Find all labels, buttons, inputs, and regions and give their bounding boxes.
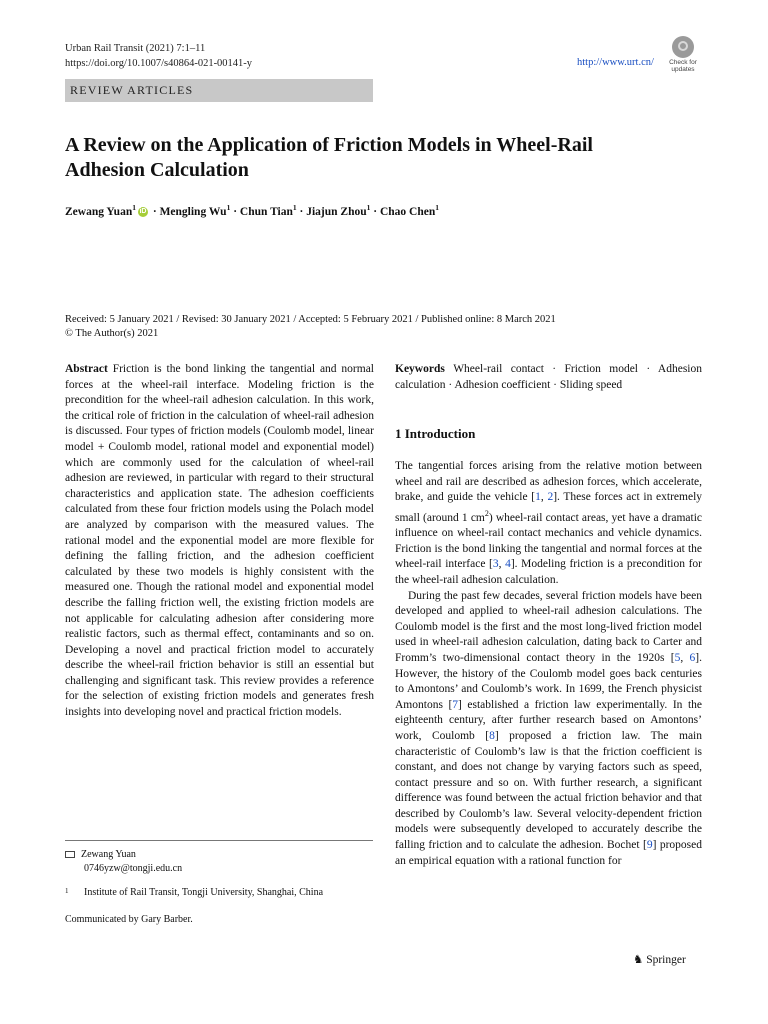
title-line-2: Adhesion Calculation	[65, 159, 249, 181]
author-separator: ·	[296, 205, 307, 218]
author-separator: ·	[230, 205, 240, 218]
journal-citation: Urban Rail Transit (2021) 7:1–11	[65, 43, 206, 54]
communicated-by: Communicated by Gary Barber.	[65, 914, 193, 925]
abstract-label: Abstract	[65, 363, 108, 375]
author-affiliation: 1	[132, 203, 136, 212]
affiliation-text: Institute of Rail Transit, Tongji University, Shanghai, China	[84, 887, 324, 898]
publication-dates	[65, 313, 705, 341]
affiliation-number: 1	[65, 887, 69, 895]
citation-link[interactable]: 3	[492, 558, 499, 571]
keywords-text: Wheel-rail contact · Friction model · Adhesion calculation · Adhesion coefficient · Sliding speed	[395, 363, 702, 391]
envelope-icon	[65, 851, 75, 858]
author-affiliation: 1	[435, 203, 439, 212]
badge-line1: Check for	[669, 59, 697, 66]
citation-link[interactable]: 4	[505, 558, 511, 571]
section-heading-introduction: 1 Introduction	[395, 426, 476, 441]
badge-line2: updates	[671, 66, 695, 73]
citation-link[interactable]: 8	[489, 729, 495, 742]
springer-horse-icon: ♞	[633, 954, 644, 966]
citation-link[interactable]: 5	[674, 651, 681, 664]
publisher-logo	[633, 952, 686, 966]
intro-paragraph-2: During the past few decades, several friction models have been developed and applied to wheel-rail adhesion calculations. The Coulomb model is the first and the most long-lived friction model used in wheel-rail adhesion calculation, dating back to Carter and Fromm’s two-dimensional contact theory in the 1920s [5, 6]. However, the history of the Coulomb model goes back centuries to Amontons’ and Coulomb’s work. In 1699, the French physicist Amontons [7] established a friction law experimentally. In the eighteenth century, after further research based on Amontons’ work, Coulomb [8] proposed a friction law. The main characteristic of Coulomb’s law is that the friction coefficient is constant, and does not change by varying factors such as speed, contact pressure and so on. With further research, a significant difference was found between the actual friction behavior and that described by Coulomb’s law. Several velocity-dependent friction models were subsequently developed to accurately describe the falling friction and to calculate the adhesion. Bochet [9] proposed an empirical equation with a rational function for	[395, 589, 703, 867]
affiliation-note	[65, 884, 375, 902]
author-list	[65, 203, 705, 218]
doi-link[interactable]: https://doi.org/10.1007/s40864-021-00141-y	[65, 58, 253, 69]
corresponding-author	[65, 848, 136, 862]
keywords-label: Keywords	[395, 363, 445, 375]
introduction-body	[395, 459, 702, 869]
corresponding-email[interactable]: 0746yzw@tongji.edu.cn	[84, 863, 183, 874]
check-updates-icon	[672, 36, 694, 58]
copyright: © The Author(s) 2021	[65, 328, 159, 339]
citation-link[interactable]: 6	[689, 651, 696, 664]
intro-paragraph-1: The tangential forces arising from the relative motion between wheel and rail are described as adhesion forces, which accelerate, brake, and guide the vehicle [1, 2]. These forces act in extremely small (around 1 $cm^2$) wheel-rail contact areas, yet have a dramatic influence on wheel-rail contact mechanics and vehicle dynamics. Friction is the bond linking the tangential and normal forces at the wheel-rail interface [3, 4]. Modeling friction is a precondition for the wheel-rail adhesion calculation.	[395, 460, 703, 586]
corresponding-name: Zewang Yuan	[81, 849, 136, 860]
section-band: REVIEW ARTICLES	[65, 79, 373, 102]
abstract	[65, 362, 374, 721]
footnote-rule	[65, 840, 373, 841]
author-separator: ·	[149, 205, 160, 218]
author-name[interactable]: Chun Tian	[239, 205, 293, 218]
citation-link[interactable]: 7	[452, 698, 459, 711]
history-dates: Received: 5 January 2021 / Revised: 30 January 2021 / Accepted: 5 February 2021 / Published online: 8 March 2021	[65, 314, 556, 325]
author-affiliation: 1	[226, 203, 231, 212]
abstract-text: Friction is the bond linking the tangential and normal forces at the wheel-rail interface. Modeling friction is the precondition for the wheel-rail adhesion calculation. In this work, the critical role of friction in the calculation of wheel-rail adhesion is discussed. Four types of friction models (Coulomb model, linear model + Coulomb model, rational model and exponential model) which are commonly used for the calculation of wheel-rail adhesion are reviewed, in particular with regard to their structural characteristics and application state. The adhesion coefficients calculated from these four friction models using the Polach model are analyzed by comparison with the measured values. The rational model and the exponential model are more flexible for defining the falling friction, and the adhesion coefficient calculated by these two models is highly consistent with the measured one. Though the rational model and exponential model describe the falling friction well, the existing friction models are not applicable for calculating adhesion after considering more realistic factors, such as thermal effect, contaminants and so on. Developing a novel and practical friction model to accurately describe the wheel-rail friction behavior is still an essential but challenging and significant task. This review provides a reference for the selection of existing friction models and generates fresh insights into developing novel and practical friction models.	[65, 363, 375, 719]
title-line-1: A Review on the Application of Friction Models in Wheel-Rail	[65, 134, 593, 156]
author-name[interactable]: Jiajun Zhou	[306, 205, 367, 218]
check-for-updates-badge[interactable]	[663, 35, 703, 73]
orcid-icon[interactable]: iD	[139, 208, 147, 216]
journal-url-link[interactable]: http://www.urt.cn/	[577, 57, 654, 68]
citation-link[interactable]: 1	[535, 491, 541, 504]
author-name[interactable]: Mengling Wu	[159, 205, 227, 218]
author-separator: ·	[370, 205, 380, 218]
author-name[interactable]: Chao Chen	[379, 205, 436, 218]
citation-link[interactable]: 9	[646, 839, 653, 852]
author-affiliation: 1	[366, 203, 371, 212]
citation-link[interactable]: 2	[547, 491, 554, 504]
author-name[interactable]: Zewang Yuan	[65, 205, 133, 218]
author-affiliation: 1	[292, 203, 297, 212]
paper-title	[65, 133, 705, 183]
keywords	[395, 362, 702, 393]
publisher-name: Springer	[646, 954, 686, 966]
